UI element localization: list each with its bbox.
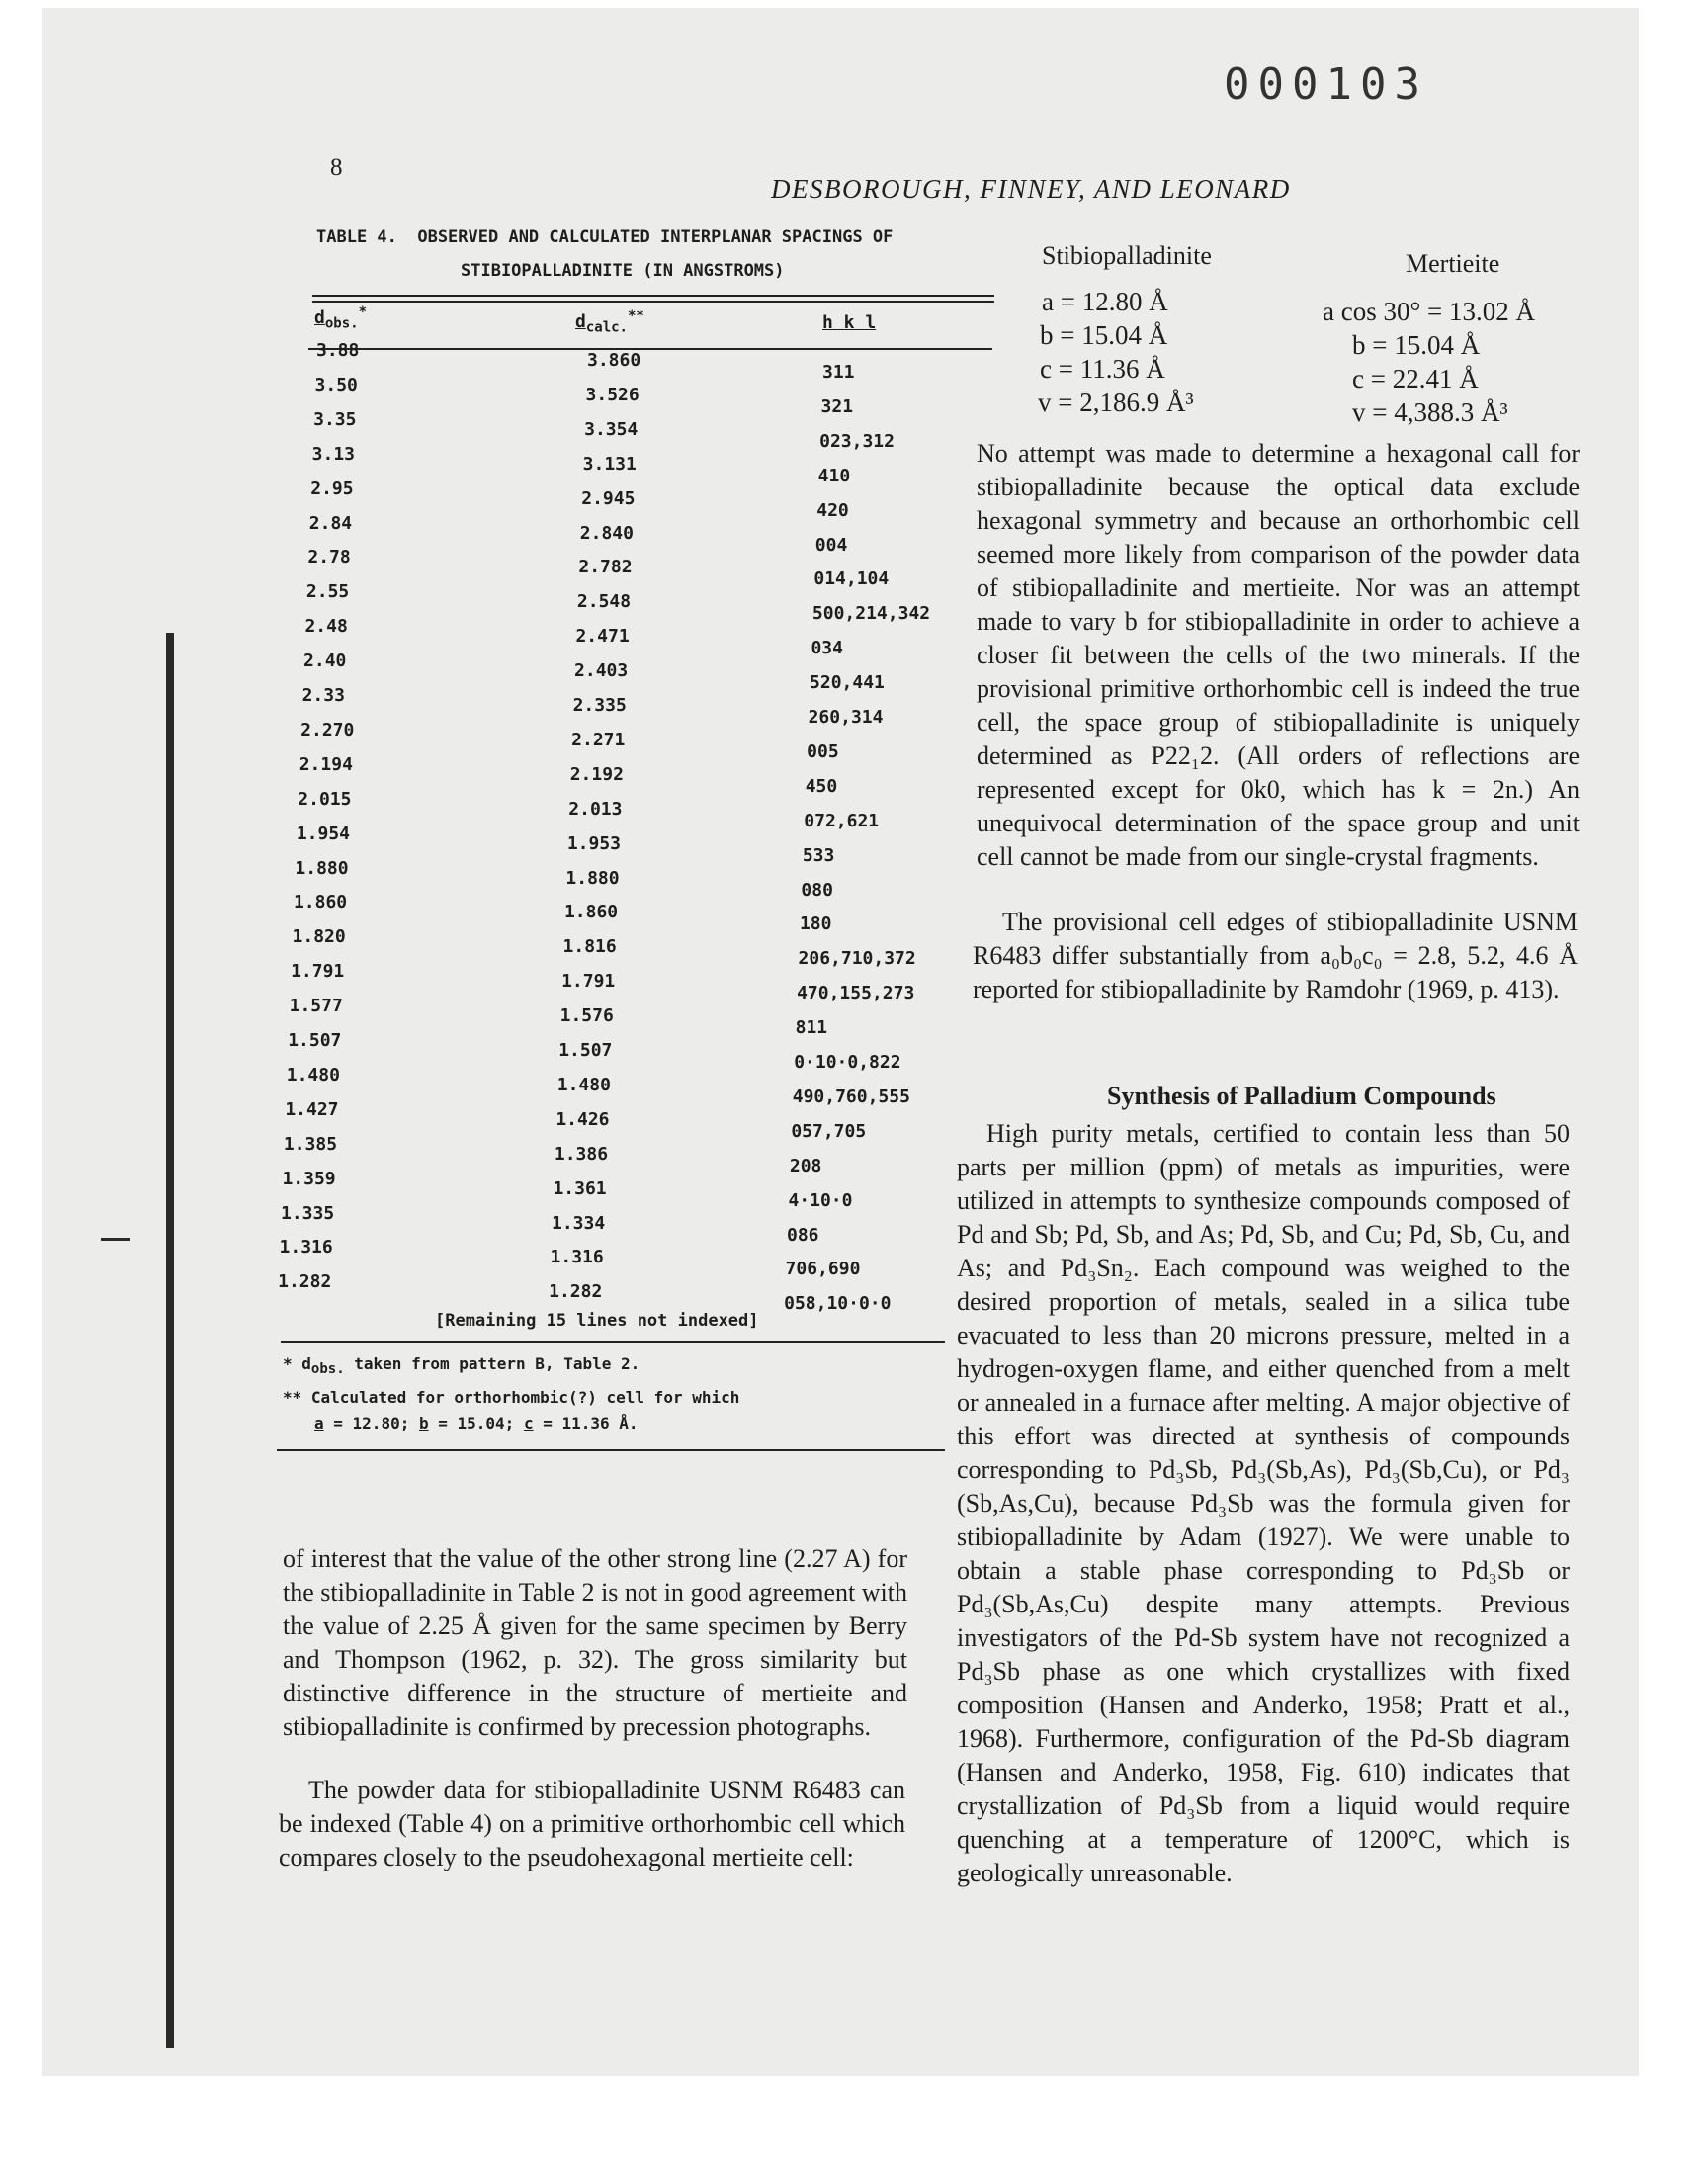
cell-d-calc: 2.271 [571,729,626,750]
cell-hkl: 057,705 [791,1120,867,1142]
cell-d-calc: 2.403 [574,660,629,682]
cell-d-obs: 1.577 [289,996,343,1017]
margin-change-bar [166,633,174,2048]
cell-d-calc: 2.840 [579,522,634,544]
cell-d-calc: 1.576 [559,1005,614,1027]
cell-d-obs: 2.78 [307,547,351,568]
cell-d-obs: 2.015 [298,788,352,810]
cell-hkl: 321 [820,395,854,417]
cell-d-calc: 3.526 [585,384,640,405]
page-stamp: 000103 [1224,59,1428,110]
cell-hkl: 470,155,273 [797,983,915,1004]
cell-d-calc: 1.426 [555,1108,610,1130]
cell-d-obs: 1.954 [296,823,351,844]
cell-d-obs: 1.791 [291,961,345,983]
cell-d-calc: 2.335 [572,695,627,716]
left-paragraph-2: The powder data for stibiopalladinite USNM R6483 can be indexed (Table 4) on a primitive orthorhombic cell which compares closely to the pseudohexagonal mertieite cell: [279,1776,905,1871]
table-top-rule-2 [312,301,994,303]
cell-d-calc: 2.471 [575,626,630,648]
cell-d-calc: 1.282 [549,1281,603,1303]
cell-d-obs: 2.48 [304,616,348,638]
cell-d-obs: 3.35 [313,408,357,430]
cell-hkl: 260,314 [808,707,884,728]
cell-d-obs: 3.88 [316,340,360,361]
cell-d-obs: 1.507 [288,1030,342,1051]
stibio-param-b: b = 15.04 Å [1040,320,1168,350]
cell-hkl: 500,214,342 [811,603,931,625]
cell-d-calc: 2.945 [581,487,636,509]
cell-d-obs: 1.820 [292,926,346,948]
cell-d-obs: 3.13 [311,443,356,465]
cell-d-calc: 1.860 [563,902,619,923]
cell-d-obs: 1.335 [281,1202,335,1224]
cell-hkl: 4·10·0 [788,1189,853,1211]
cell-hkl: 004 [814,534,848,556]
table-end-rule [277,1449,945,1451]
table-footnote-1: * $d_{obs.}$ taken from pattern B, Table 2. [283,1354,640,1378]
table-top-rule [312,295,994,297]
stibiopalladinite-heading: Stibiopalladinite [1042,241,1212,270]
mertieite-param-c: c = 22.41 Å [1352,364,1479,393]
cell-hkl: 811 [795,1017,828,1039]
cell-hkl: 520,441 [810,672,885,694]
left-paragraph-1: of interest that the value of the other strong line (2.27 A) for the stibiopalladinite in Table 2 is not in good agreement with the value of 2.25 Å given for the same specimen by Berry and Thompson (1962, p. 32). The gross similarity but distinctive difference in the structure of mertieite and stibiopalladinite is confirmed by precession photographs. [283,1544,907,1741]
cell-hkl: 005 [807,740,839,762]
mertieite-param-a: a cos 30° = 13.02 Å [1323,297,1535,326]
column-header-d-obs: $d_{obs.}^*$ [314,304,367,332]
cell-hkl: 706,690 [785,1259,861,1280]
cell-hkl: 420 [816,499,849,521]
cell-hkl: 208 [789,1155,822,1176]
cell-d-calc: 2.013 [568,798,623,820]
table-remaining-note: [Remaining 15 lines not indexed] [435,1311,759,1331]
cell-d-obs: 2.55 [305,581,350,603]
cell-d-obs: 2.84 [308,512,353,534]
scanned-page [42,8,1639,2076]
cell-d-obs: 2.194 [299,753,353,775]
cell-d-obs: 1.480 [286,1064,340,1086]
cell-d-obs: 2.95 [310,478,354,499]
table-title: TABLE 4. OBSERVED AND CALCULATED INTERPLANAR SPACINGS OF [316,227,894,247]
cell-d-calc: 3.131 [582,453,637,475]
cell-d-obs: 1.860 [293,892,348,914]
cell-d-obs: 1.385 [283,1133,338,1155]
cell-d-obs: 1.316 [279,1237,333,1259]
cell-d-calc: 1.316 [550,1247,604,1268]
cell-d-calc: 1.386 [554,1143,609,1165]
cell-d-calc: 1.507 [558,1040,613,1061]
table-bottom-rule [281,1341,945,1343]
cell-hkl: 311 [822,362,855,383]
cell-d-obs: 2.270 [300,719,355,740]
cell-d-calc: 1.816 [562,936,617,958]
cell-hkl: 0·10·0,822 [794,1052,901,1073]
cell-d-calc: 2.548 [576,591,632,613]
cell-d-calc: 2.192 [569,763,624,785]
cell-d-calc: 1.791 [561,971,616,993]
cell-d-calc: 3.860 [587,350,641,371]
cell-d-obs: 2.33 [301,685,345,706]
column-header-hkl: h k l [822,312,877,333]
cell-d-calc: 2.782 [578,557,633,578]
cell-d-calc: 1.361 [553,1177,607,1199]
cell-hkl: 034 [811,638,843,659]
cell-d-calc: 1.334 [552,1212,606,1234]
table-footnote-2: ** Calculated for orthorhombic(?) cell for which [283,1388,740,1407]
stibio-param-v: v = 2,186.9 Å³ [1038,388,1194,417]
mertieite-param-v: v = 4,388.3 Å³ [1352,397,1508,427]
right-paragraph-2: The provisional cell edges of stibiopalladinite USNM R6483 differ substantially from a₀b₀c₀ = 2.8, 5.2, 4.6 Å reported for stibiopalladinite by Ramdohr (1969, p. 413). [973,908,1578,1003]
cell-hkl: 490,760,555 [792,1086,910,1107]
cell-d-calc: 3.354 [584,418,639,440]
stibio-param-a: a = 12.80 Å [1042,287,1168,316]
right-paragraph-3: High purity metals, certified to contain less than 50 parts per million (ppm) of metals as impurities, were utilized in attempts to synthesize compounds composed of Pd and Sb; Pd, Sb, and As; Pd, Sb, and Cu; Pd, Sb, Cu, and As; and Pd₃Sn₂. Each compound was weighed to the desired proportion of metals, sealed in a silica tube evacuated to less than 20 microns pressure, melted in a hydrogen-oxygen flame, and either quenched from a melt or annealed in a furnace after melting. A major objective of this effort was directed at synthesis of compounds corresponding to Pd₃Sb, Pd₃(Sb,As), Pd₃(Sb,Cu), or Pd₃ (Sb,As,Cu), because Pd₃Sb was the formula given for stibiopalladinite by Adam (1927). We were unable to obtain a stable phase corresponding to Pd₃Sb or Pd₃(Sb,As,Cu) despite many attempts. Previous investigators of the Pd-Sb system have not recognized a Pd₃Sb phase as one which crystallizes with fixed composition (Hansen and Anderko, 1958; Pratt et al., 1968). Furthermore, configuration of the Pd-Sb diagram (Hansen and Anderko, 1958, Fig. 610) indicates that crystallization of Pd₃Sb from a liquid would require quenching at a temperature of 1200°C, which is geologically unreasonable. [957,1119,1570,1887]
column-header-d-calc: $d_{calc.}^{**}$ [575,308,644,336]
stibio-param-c: c = 11.36 Å [1040,354,1165,384]
cell-d-calc: 1.480 [556,1074,611,1095]
cell-hkl: 180 [799,914,832,935]
cell-d-obs: 1.359 [282,1168,336,1189]
cell-hkl: 080 [801,879,833,901]
page-number: 8 [330,154,343,181]
cell-hkl: 058,10·0·0 [784,1293,892,1315]
right-paragraph-1: No attempt was made to determine a hexagonal call for stibiopalladinite because the optical data exclude hexagonal symmetry and because an orthorhombic cell seemed more likely from comparison of the powder data of stibiopalladinite and mertieite. Nor was an attempt made to vary b for stibiopalladinite in order to achieve a closer fit between the cells of the two minerals. If the provisional primitive orthorhombic cell is indeed the true cell, the space group of stibiopalladinite is uniquely determined as P22₁2. (All orders of reflections are represented except for 0k0, which has k = 2n.) An unequivocal determination of the space group and unit cell cannot be made from our single-crystal fragments. [977,439,1580,871]
cell-hkl: 072,621 [804,810,880,831]
cell-d-obs: 3.50 [314,374,358,395]
cell-d-obs: 1.880 [295,857,349,879]
cell-hkl: 533 [802,844,835,866]
margin-dash [101,1238,130,1241]
running-head: DESBOROUGH, FINNEY, AND LEONARD [771,174,1291,204]
cell-hkl: 023,312 [819,430,895,452]
table-header-rule [308,348,992,350]
table-footnote-3: a = 12.80; b = 15.04; c = 11.36 Å. [314,1414,639,1433]
cell-hkl: 206,710,372 [798,948,916,970]
cell-hkl: 014,104 [813,568,890,590]
cell-hkl: 086 [787,1224,819,1246]
cell-d-obs: 2.40 [303,651,347,672]
cell-d-calc: 1.880 [565,867,620,889]
cell-hkl: 450 [805,775,838,797]
section-heading: Synthesis of Palladium Compounds [1107,1082,1496,1110]
mertieite-heading: Mertieite [1406,249,1500,278]
cell-d-obs: 1.427 [285,1098,339,1120]
mertieite-param-b: b = 15.04 Å [1352,330,1481,360]
table-title-continued: STIBIOPALLADINITE (IN ANGSTROMS) [461,261,785,281]
cell-hkl: 410 [817,465,851,486]
cell-d-calc: 1.953 [566,832,622,854]
cell-d-obs: 1.282 [278,1271,332,1293]
